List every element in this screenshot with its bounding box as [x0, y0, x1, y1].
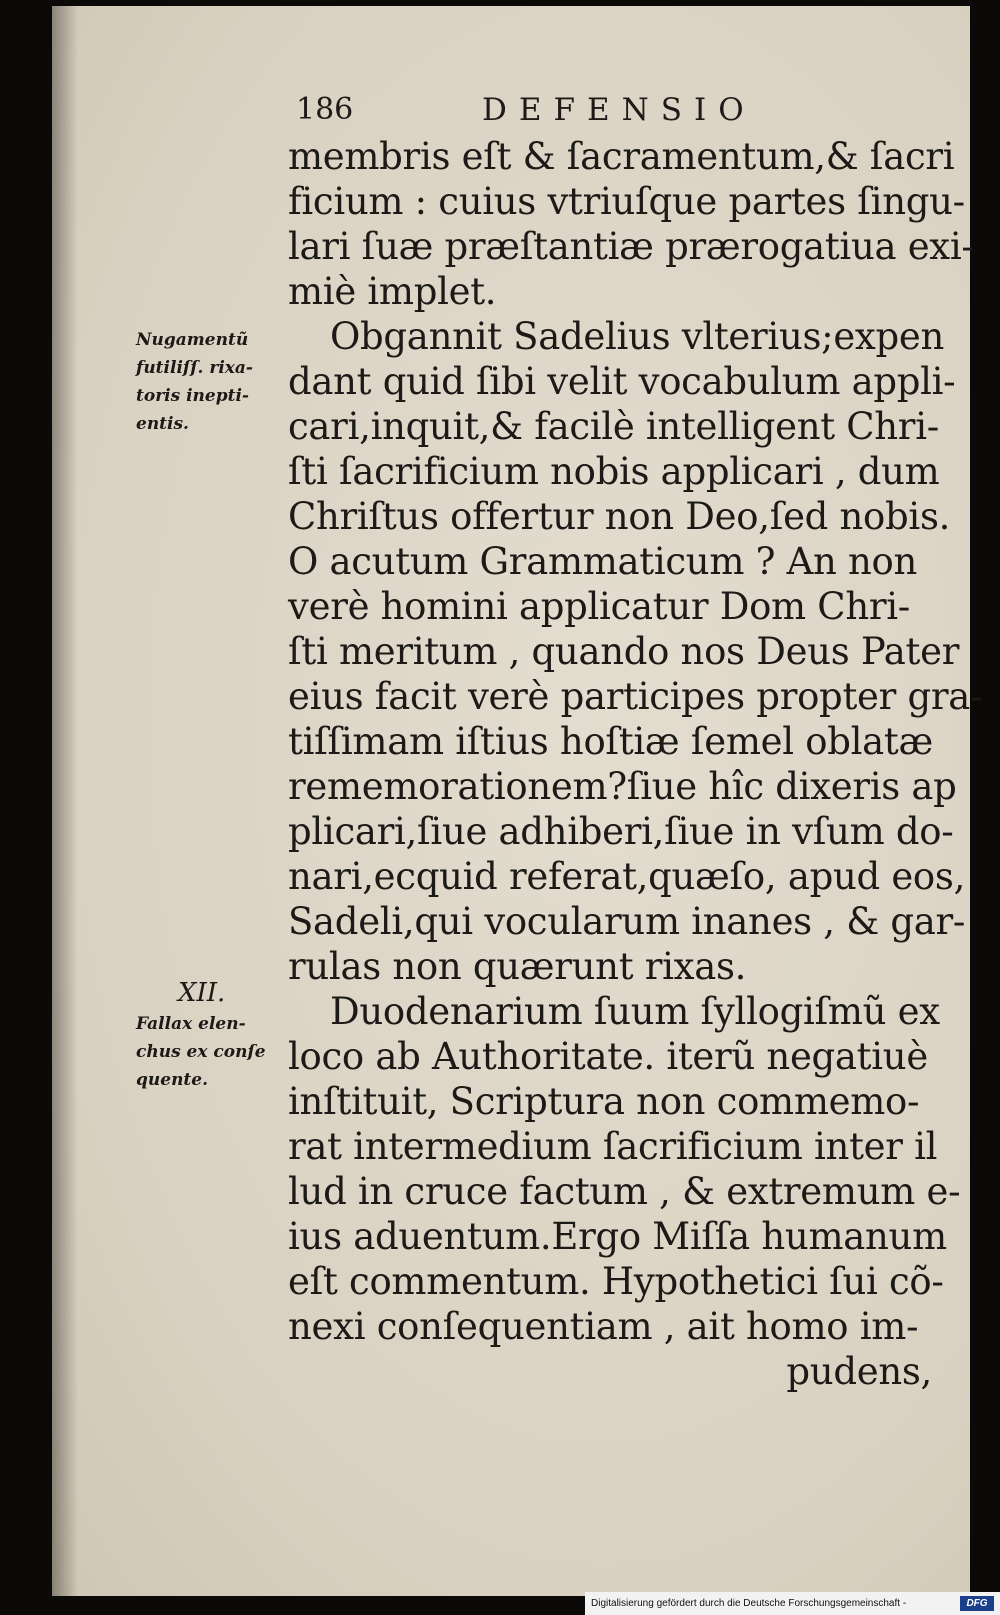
marginal-note-line: Fallax elen- — [136, 1014, 246, 1034]
text-line: Sadeli,qui vocularum inanes , & gar- — [288, 900, 966, 943]
text-line: miè implet. — [288, 270, 497, 313]
text-line: loco ab Authoritate. iterũ negatiuè — [288, 1035, 928, 1078]
text-line: lari ſuæ præſtantiæ prærogatiua exi- — [288, 225, 974, 268]
text-line: pudens, — [786, 1350, 932, 1393]
dfg-logo-icon: DFG — [960, 1596, 994, 1611]
text-line: inſtituit, Scriptura non commemo- — [288, 1080, 920, 1123]
text-line: rememorationem?ſiue hîc dixeris ap — [288, 765, 957, 808]
text-line: dant quid ſibi velit vocabulum appli- — [288, 360, 956, 403]
marginal-note-line: entis. — [136, 414, 189, 434]
text-line: eſt commentum. Hypothetici ſui cõ- — [288, 1260, 944, 1303]
text-line: nari,ecquid referat,quæſo, apud eos, — [288, 855, 966, 898]
running-title: DEFENSIO — [482, 92, 756, 128]
marginal-note — [136, 976, 286, 1094]
text-line: cari,inquit,& facilè intelligent Chri- — [288, 405, 939, 448]
text-line: tiſſimam iſtius hoſtiæ ſemel oblatæ — [288, 720, 933, 763]
funding-credit: Digitalisierung gefördert durch die Deutsche Forschungsgemeinschaft - — [591, 1598, 907, 1609]
text-line: ficium : cuius vtriuſque partes ſingu- — [288, 180, 965, 223]
marginal-note — [136, 326, 286, 438]
marginal-note-line: toris inepti- — [136, 386, 249, 406]
text-line: ius aduentum.Ergo Miſſa humanum — [288, 1215, 947, 1258]
body-text — [288, 134, 983, 1394]
text-line: Duodenarium ſuum ſyllogiſmũ ex — [330, 990, 940, 1033]
text-line: lud in cruce factum , & extremum e- — [288, 1170, 961, 1213]
marginal-note-line: chus ex conſe — [136, 1042, 266, 1062]
text-line: verè homini applicatur Dom Chri- — [288, 585, 910, 628]
marginal-note-line: Nugamentũ — [136, 330, 249, 350]
page-header — [296, 92, 816, 132]
gutter-shadow — [52, 6, 78, 1596]
page-number: 186 — [296, 92, 354, 127]
text-line: ſti meritum , quando nos Deus Pater — [288, 630, 960, 673]
text-line: membris eſt & ſacramentum,& ſacri — [288, 135, 955, 178]
text-line: rulas non quærunt rixas. — [288, 945, 747, 988]
text-line: nexi conſequentiam , ait homo im- — [288, 1305, 919, 1348]
text-line: Obgannit Sadelius vlterius;expen — [330, 315, 944, 358]
text-line: rat intermedium ſacrificium inter il — [288, 1125, 938, 1168]
marginal-note-line: quente. — [136, 1070, 209, 1090]
footer-bar — [585, 1592, 1000, 1615]
text-line: plicari,ſiue adhiberi,ſiue in vſum do- — [288, 810, 954, 853]
text-line: O acutum Grammaticum ? An non — [288, 540, 918, 583]
marginal-note-line: futiliſſ. rixa- — [136, 358, 253, 378]
marginal-numeral: XII. — [178, 978, 226, 1008]
text-line: eius facit verè participes propter gra- — [288, 675, 983, 718]
text-line: Chriſtus offertur non Deo,ſed nobis. — [288, 495, 951, 538]
text-line: ſti ſacrificium nobis applicari , dum — [288, 450, 940, 493]
